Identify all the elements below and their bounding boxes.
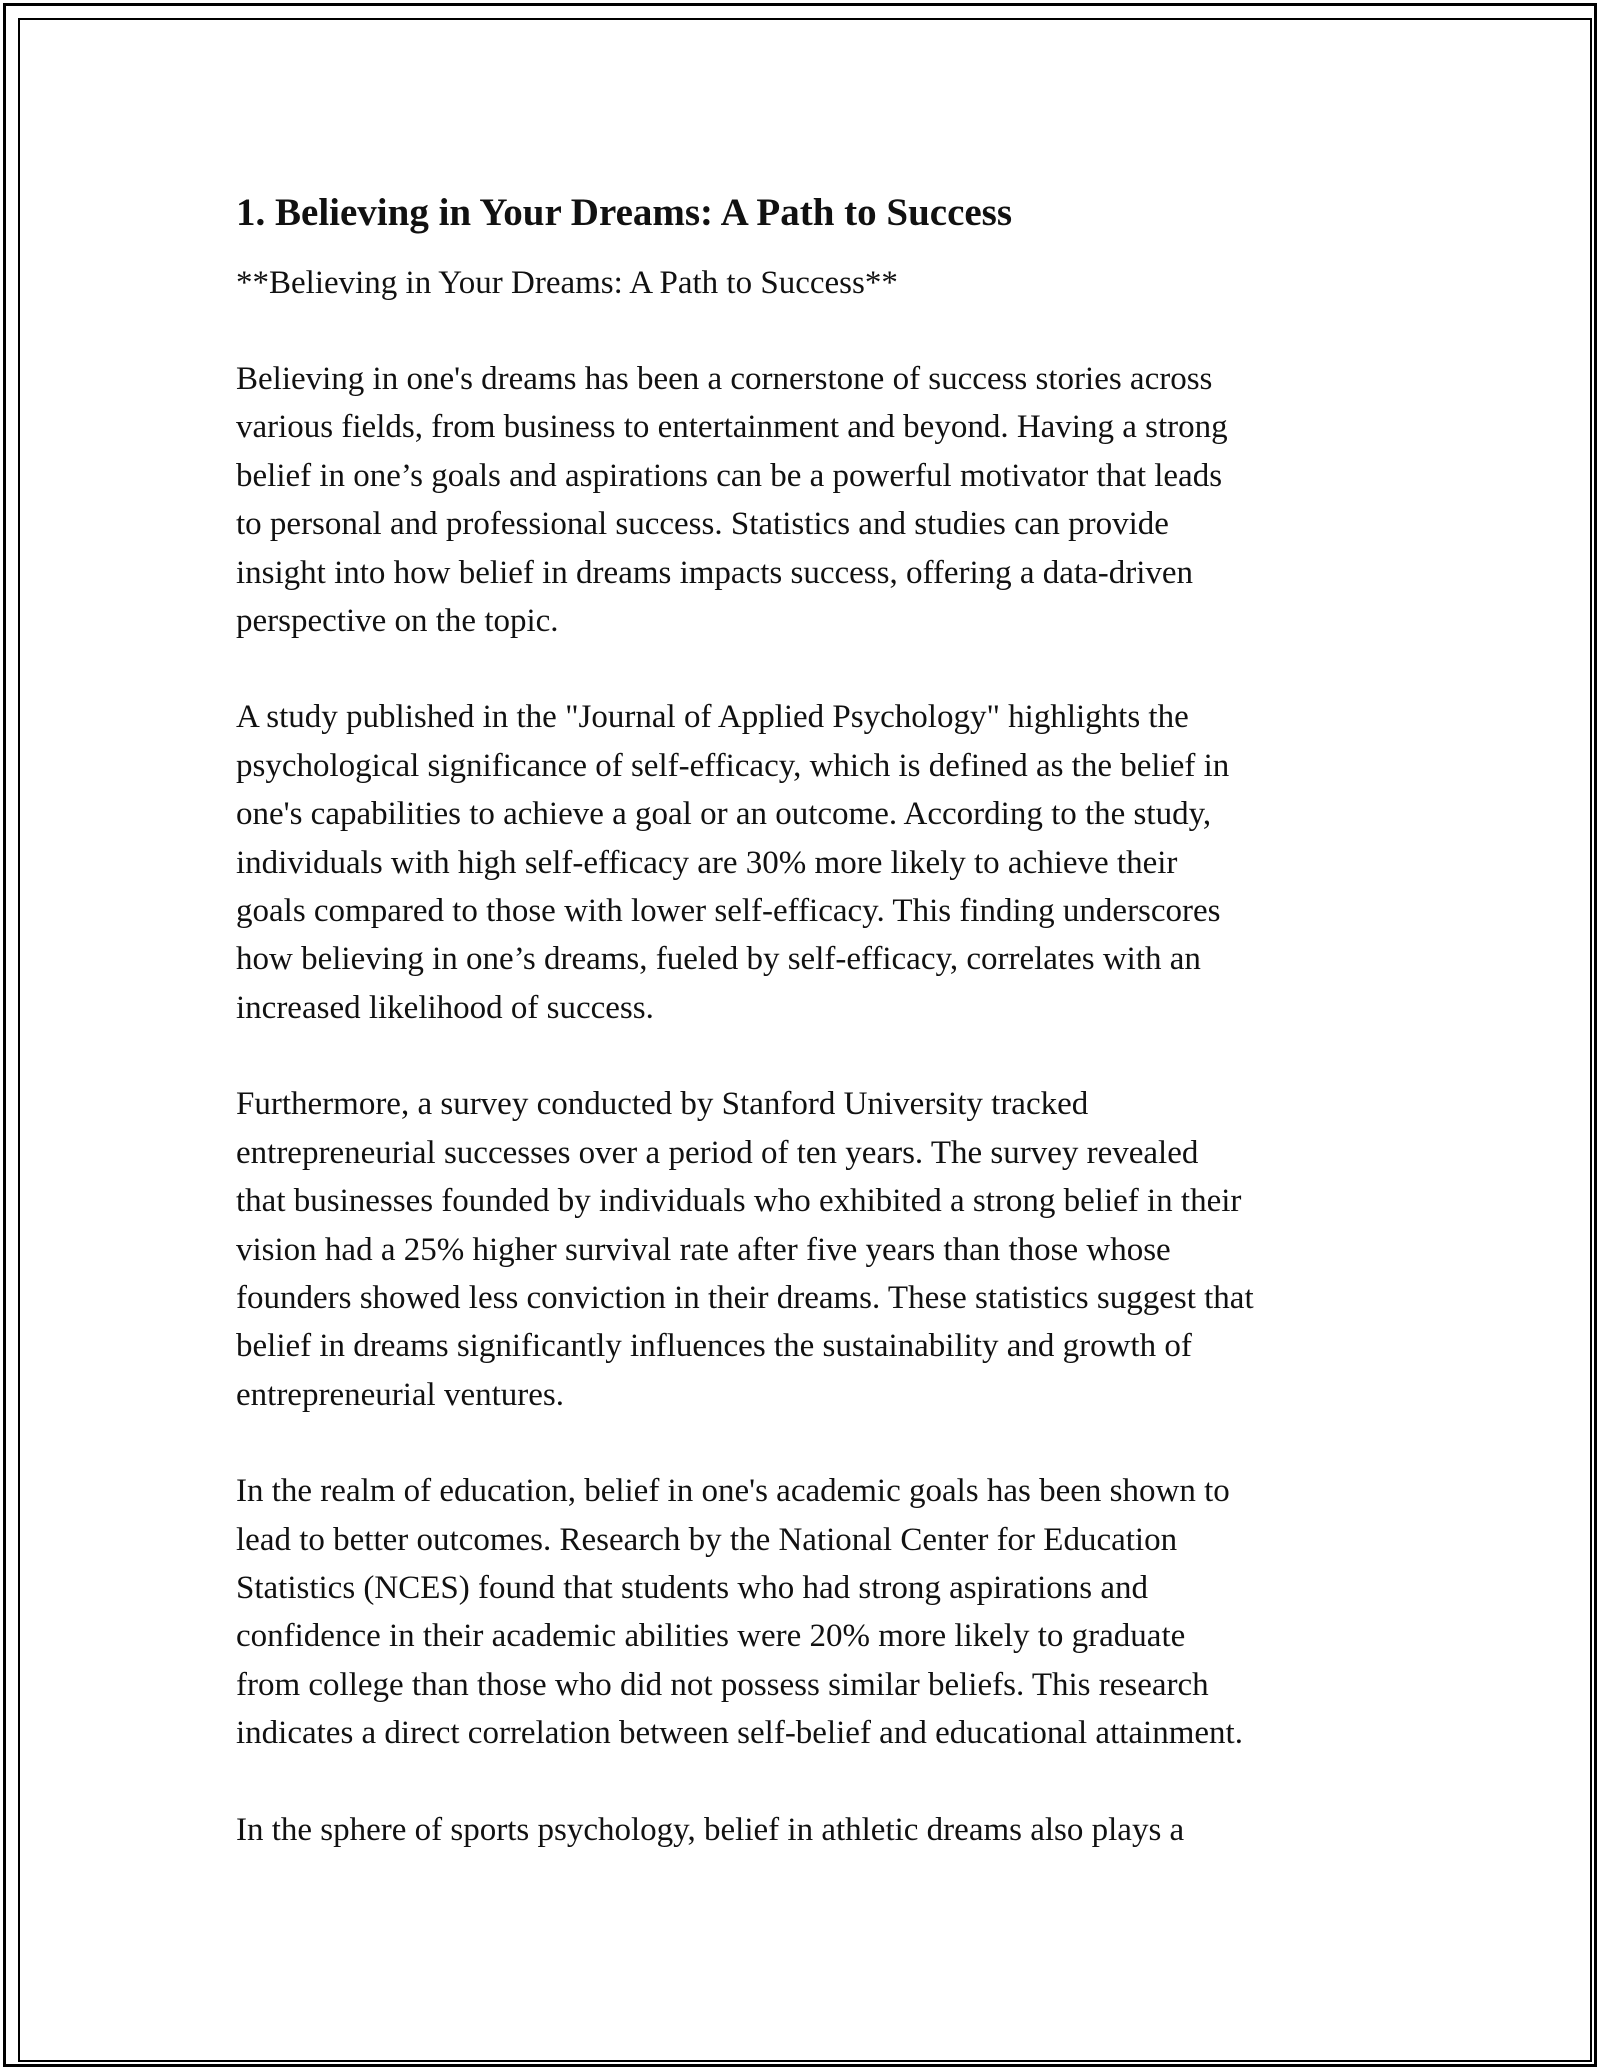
paragraph-line: psychological significance of self-efficacy, which is defined as the belief in — [236, 747, 1230, 784]
paragraph-line: that businesses founded by individuals who exhibited a strong belief in their — [236, 1183, 1242, 1220]
paragraph-line: individuals with high self-efficacy are 30% more likely to achieve their — [236, 844, 1178, 881]
paragraph-line: goals compared to those with lower self-efficacy. This finding underscores — [236, 893, 1221, 930]
paragraph-line: increased likelihood of success. — [236, 989, 654, 1026]
paragraph-line: Believing in one's dreams has been a cornerstone of success stories across — [236, 361, 1213, 397]
paragraph-line: how believing in one’s dreams, fueled by self-efficacy, correlates with an — [236, 941, 1201, 978]
paragraph-line: Furthermore, a survey conducted by Stanford University tracked — [236, 1086, 1089, 1123]
paragraph-sports-psychology — [236, 1806, 1386, 1854]
paragraph-line: vision had a 25% higher survival rate after five years than those whose — [236, 1231, 1171, 1268]
paragraph-line: entrepreneurial successes over a period of ten years. The survey revealed — [236, 1134, 1199, 1171]
paragraph-line: belief in dreams significantly influences the sustainability and growth of — [236, 1328, 1192, 1365]
document-subtitle: **Believing in Your Dreams: A Path to Success** — [236, 265, 898, 301]
paragraph-education — [236, 1467, 1386, 1757]
paragraph-line: In the sphere of sports psychology, belief in athletic dreams also plays a — [236, 1811, 1185, 1848]
paragraph-line: confidence in their academic abilities were 20% more likely to graduate — [236, 1618, 1186, 1655]
paragraph-intro — [236, 355, 1386, 645]
paragraph-line: Statistics (NCES) found that students who had strong aspirations and — [236, 1569, 1148, 1606]
paragraph-stanford-survey — [236, 1080, 1386, 1419]
paragraph-line: In the realm of education, belief in one's academic goals has been shown to — [236, 1473, 1230, 1510]
paragraph-line: one's capabilities to achieve a goal or an outcome. According to the study, — [236, 796, 1212, 833]
paragraph-line: various fields, from business to entertainment and beyond. Having a strong — [236, 409, 1228, 446]
paragraph-line: A study published in the "Journal of Applied Psychology" highlights the — [236, 699, 1189, 736]
document-title: 1. Believing in Your Dreams: A Path to Success — [236, 191, 1013, 234]
paragraph-line: founders showed less conviction in their dreams. These statistics suggest that — [236, 1279, 1254, 1316]
paragraph-self-efficacy-study — [236, 693, 1386, 1032]
paragraph-line: entrepreneurial ventures. — [236, 1376, 565, 1413]
paragraph-line: belief in one’s goals and aspirations can be a powerful motivator that leads — [236, 457, 1223, 494]
document-body — [236, 186, 1386, 1854]
paragraph-line: insight into how belief in dreams impacts success, offering a data-driven — [236, 554, 1194, 591]
paragraph-line: to personal and professional success. Statistics and studies can provide — [236, 506, 1169, 543]
paragraph-line: perspective on the topic. — [236, 603, 559, 640]
paragraph-line: indicates a direct correlation between self-belief and educational attainment. — [236, 1715, 1243, 1752]
paragraph-line: lead to better outcomes. Research by the National Center for Education — [236, 1521, 1178, 1558]
paragraph-line: from college than those who did not possess similar beliefs. This research — [236, 1666, 1209, 1703]
